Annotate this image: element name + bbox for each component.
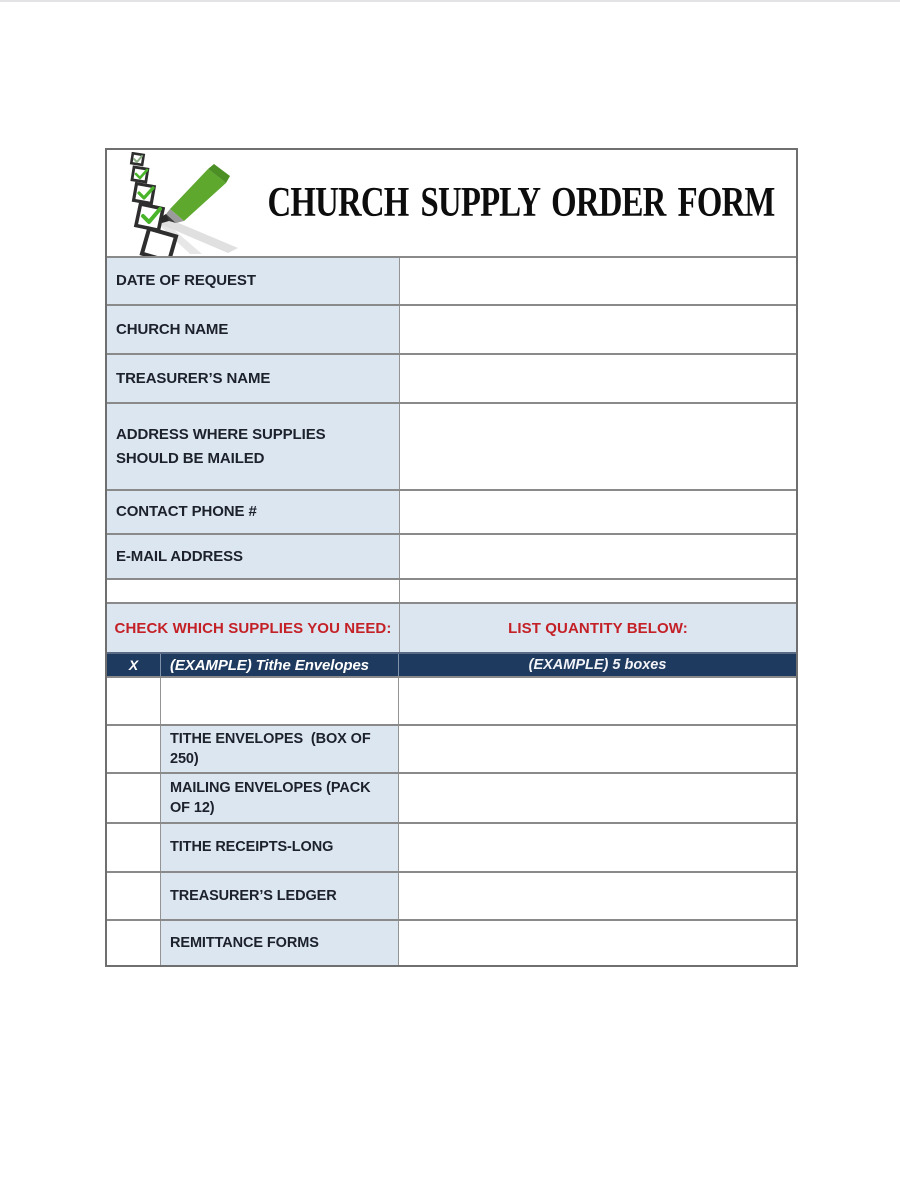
- date-of-request-field[interactable]: [400, 258, 796, 304]
- item-label-text: TITHE RECEIPTS-LONG: [170, 839, 334, 856]
- field-label-text: E-MAIL ADDRESS: [116, 547, 243, 565]
- example-quantity-cell: [399, 654, 796, 676]
- check-cell[interactable]: [107, 873, 161, 919]
- item-label-text: TITHE ENVELOPES (BOX OF 250): [170, 730, 375, 767]
- item-label: [161, 774, 399, 822]
- field-label-text: TREASURER’S NAME: [116, 369, 271, 387]
- supply-row-tithe-envelopes: [107, 724, 796, 772]
- item-cell-blank[interactable]: [161, 678, 399, 724]
- supply-row-treasurers-ledger: [107, 871, 796, 919]
- quantity-cell[interactable]: [399, 774, 796, 822]
- form-title-wrap: [257, 150, 786, 256]
- check-cell[interactable]: [107, 774, 161, 822]
- spacer-row: [107, 578, 796, 602]
- field-label-text: ADDRESS WHERE SUPPLIES SHOULD BE MAILED: [116, 426, 330, 467]
- info-row-date-of-request: [107, 256, 796, 304]
- quantity-cell[interactable]: [399, 726, 796, 772]
- supply-row-remittance-forms: [107, 919, 796, 965]
- field-label: [107, 535, 400, 578]
- list-quantity-header-text: LIST QUANTITY BELOW:: [508, 619, 688, 637]
- supply-row-tithe-receipts: [107, 822, 796, 871]
- quantity-cell[interactable]: [399, 921, 796, 965]
- page-top-divider: [0, 0, 900, 2]
- list-quantity-header: [400, 604, 796, 652]
- field-label-text: DATE OF REQUEST: [116, 272, 256, 290]
- item-label: [161, 726, 399, 772]
- field-label: [107, 258, 400, 304]
- check-cell[interactable]: [107, 824, 161, 871]
- field-label-text: CONTACT PHONE #: [116, 503, 257, 521]
- item-label: [161, 824, 399, 871]
- example-quantity-text: (EXAMPLE) 5 boxes: [528, 657, 667, 673]
- field-label: [107, 491, 400, 533]
- info-row-mailing-address: [107, 402, 796, 489]
- example-row: [107, 652, 796, 676]
- example-item-cell: [161, 654, 399, 676]
- field-label: [107, 306, 400, 353]
- treasurers-name-field[interactable]: [400, 355, 796, 402]
- supply-row-blank: [107, 676, 796, 724]
- item-label: [161, 873, 399, 919]
- page-title: CHURCH SUPPLY ORDER FORM: [267, 180, 776, 226]
- email-address-field[interactable]: [400, 535, 796, 578]
- contact-phone-field[interactable]: [400, 491, 796, 533]
- quantity-cell[interactable]: [399, 678, 796, 724]
- spacer-cell: [107, 580, 400, 602]
- quantity-cell[interactable]: [399, 873, 796, 919]
- check-supplies-header: [107, 604, 400, 652]
- info-row-treasurers-name: [107, 353, 796, 402]
- example-item-text: (EXAMPLE) Tithe Envelopes: [170, 656, 369, 674]
- check-cell[interactable]: [107, 678, 161, 724]
- church-name-field[interactable]: [400, 306, 796, 353]
- info-row-contact-phone: [107, 489, 796, 533]
- check-cell[interactable]: [107, 726, 161, 772]
- item-label-text: REMITTANCE FORMS: [170, 934, 319, 951]
- supply-row-mailing-envelopes: [107, 772, 796, 822]
- example-check-cell: [107, 654, 161, 676]
- mailing-address-field[interactable]: [400, 404, 796, 489]
- check-cell[interactable]: [107, 921, 161, 965]
- field-label-text: CHURCH NAME: [116, 320, 229, 338]
- quantity-cell[interactable]: [399, 824, 796, 871]
- info-row-email-address: [107, 533, 796, 578]
- section-header-row: [107, 602, 796, 652]
- item-label-text: MAILING ENVELOPES (PACK OF 12): [170, 779, 375, 816]
- checklist-pencil-icon: [110, 152, 262, 256]
- field-label: [107, 355, 400, 402]
- field-label: [107, 404, 400, 489]
- check-supplies-header-text: CHECK WHICH SUPPLIES YOU NEED:: [114, 619, 392, 637]
- spacer-cell: [400, 580, 796, 602]
- church-supply-order-form: [105, 148, 798, 967]
- example-check-mark: X: [128, 657, 139, 673]
- item-label-text: TREASURER’S LEDGER: [170, 887, 337, 904]
- form-header-row: [107, 150, 796, 256]
- item-label: [161, 921, 399, 965]
- info-row-church-name: [107, 304, 796, 353]
